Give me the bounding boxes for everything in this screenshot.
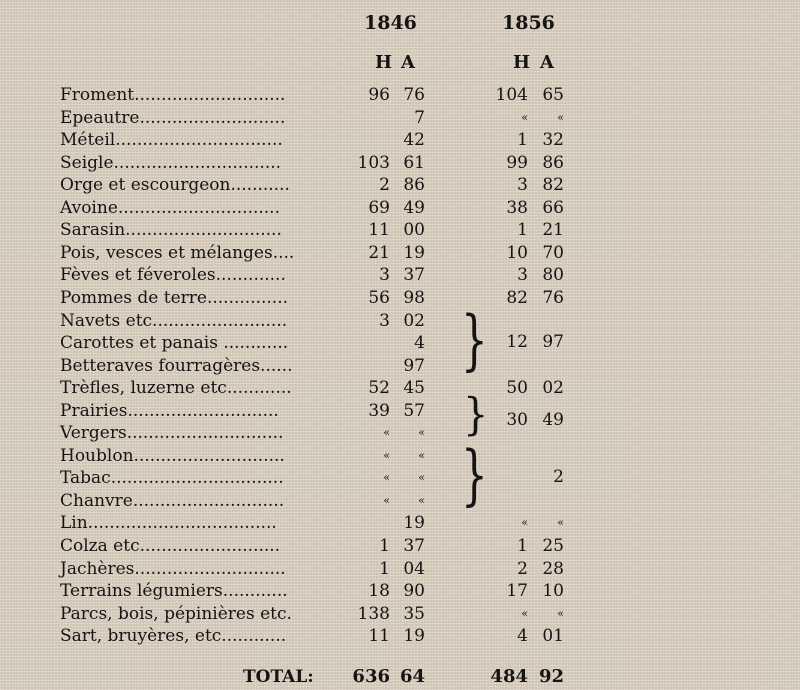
group-value-prairies-vergers	[0, 409, 800, 431]
row-label: Terrains légumiers............	[60, 581, 288, 602]
cell-h56: «	[521, 606, 528, 620]
cell-a46: 61	[403, 152, 425, 173]
row-label: Betteraves fourragères......	[60, 355, 293, 376]
cell-a46: 37	[403, 265, 425, 286]
table-row	[0, 355, 800, 377]
table-row	[0, 197, 800, 219]
cell-h46: 11	[368, 220, 390, 241]
row-label: Navets etc.........................	[60, 310, 288, 331]
group-a-1856: 97	[542, 332, 564, 352]
row-label: Pois, vesces et mélanges....	[60, 242, 295, 263]
cell-h46: 11	[368, 626, 390, 647]
cell-h46: 3	[379, 310, 390, 331]
row-label: Fèves et féveroles.............	[60, 265, 286, 286]
table-row	[0, 152, 800, 174]
table-row	[0, 84, 800, 106]
cell-h46: 69	[368, 197, 390, 218]
row-label: Lin...................................	[60, 513, 277, 534]
cell-a46: 7	[414, 107, 425, 128]
cell-a56: 82	[542, 175, 564, 196]
table-row	[0, 558, 800, 580]
table-row	[0, 129, 800, 151]
col-header-a-1856: A	[540, 52, 554, 73]
row-label: Jachères............................	[60, 558, 286, 579]
cell-a56: 21	[542, 220, 564, 241]
cell-h46: 56	[368, 287, 390, 308]
cell-h56: «	[521, 110, 528, 124]
cell-a56: «	[557, 606, 564, 620]
cell-h56: 3	[517, 265, 528, 286]
cell-a46: 00	[403, 220, 425, 241]
cell-h46: 39	[368, 400, 390, 421]
cell-h46: 1	[379, 558, 390, 579]
row-label: Orge et escourgeon...........	[60, 175, 290, 196]
cell-h46: «	[383, 471, 390, 485]
cell-h56: 38	[506, 197, 528, 218]
col-header-a-1846: A	[401, 52, 415, 73]
cell-a46: 49	[403, 197, 425, 218]
cell-a46: 97	[403, 355, 425, 376]
cell-a46: 76	[403, 85, 425, 105]
cell-h46: «	[383, 493, 390, 507]
group-h-1856: 30	[506, 410, 528, 430]
cell-h56: «	[521, 516, 528, 530]
row-label: Pommes de terre...............	[60, 287, 289, 308]
total-row	[0, 666, 800, 688]
table-row	[0, 287, 800, 309]
cell-h56: 3	[517, 175, 528, 196]
row-label: Méteil...............................	[60, 130, 283, 151]
cell-a46: «	[418, 426, 425, 440]
row-label: Sart, bruyères, etc............	[60, 626, 287, 647]
total-h-1846: 636	[352, 666, 390, 687]
year-header-1846: 1846	[364, 12, 417, 34]
cell-a56: 01	[542, 626, 564, 647]
row-label: Carottes et panais ............	[60, 333, 289, 354]
row-label: Froment............................	[60, 85, 286, 105]
cell-h46: 1	[379, 536, 390, 556]
cell-h46: 52	[368, 378, 390, 399]
row-label: Trèfles, luzerne etc............	[60, 378, 292, 399]
cell-a46: 98	[403, 287, 425, 308]
cell-h56: 10	[506, 242, 528, 263]
cell-a46: 42	[403, 130, 425, 151]
cell-h46: 21	[368, 242, 390, 263]
cell-a46: 37	[403, 536, 425, 556]
cell-a56: 76	[542, 287, 564, 308]
table-row	[0, 625, 800, 647]
cell-a46: 19	[403, 513, 425, 534]
cell-a46: «	[418, 471, 425, 485]
cell-a56: 10	[542, 581, 564, 602]
cell-h46: 138	[357, 603, 390, 624]
cell-h56: 2	[517, 558, 528, 579]
cell-a56: «	[557, 110, 564, 124]
cell-a46: 02	[403, 310, 425, 331]
cell-a56: 66	[542, 197, 564, 218]
cell-h46: 103	[357, 152, 390, 173]
table-row	[0, 174, 800, 196]
cell-h46: 3	[379, 265, 390, 286]
table-row	[0, 264, 800, 286]
cell-a46: 4	[414, 333, 425, 354]
cell-a46: «	[418, 448, 425, 462]
total-a-1846: 64	[399, 666, 425, 687]
brace-icon: }	[463, 389, 489, 441]
cell-a46: 19	[403, 626, 425, 647]
row-label: Vergers.............................	[60, 423, 284, 444]
row-label: Sarasin.............................	[60, 220, 282, 241]
cell-a46: 57	[403, 400, 425, 421]
cell-a46: 90	[403, 581, 425, 602]
cell-a56: 25	[542, 536, 564, 556]
cell-h56: 99	[506, 152, 528, 173]
cell-a56: 86	[542, 152, 564, 173]
cell-h56: 1	[517, 130, 528, 151]
cell-a56: 80	[542, 265, 564, 286]
table-row	[0, 219, 800, 241]
cell-a56: «	[557, 516, 564, 530]
group-value-houblon-chanvre	[0, 466, 800, 488]
table-row	[0, 512, 800, 534]
cell-a56: 65	[542, 85, 564, 105]
cell-h46: 96	[368, 85, 390, 105]
table-row	[0, 310, 800, 332]
row-label: Tabac................................	[60, 468, 284, 489]
cell-a46: «	[418, 493, 425, 507]
col-header-h-1856: H	[513, 52, 531, 73]
cell-h56: 104	[495, 85, 528, 105]
table-row	[0, 377, 800, 399]
cell-h46: «	[383, 426, 390, 440]
total-h-1856: 484	[490, 666, 528, 687]
cell-h56: 17	[506, 581, 528, 602]
table-row	[0, 445, 800, 467]
row-label: Chanvre............................	[60, 490, 285, 511]
cell-h56: 4	[517, 626, 528, 647]
group-a-1856: 49	[542, 410, 564, 430]
cell-h56: 82	[506, 287, 528, 308]
cell-a56: 70	[542, 242, 564, 263]
group-a-1856: 2	[553, 467, 564, 487]
total-a-1856: 92	[538, 666, 564, 687]
brace-icon: }	[461, 301, 488, 378]
cell-a46: 86	[403, 175, 425, 196]
table-row	[0, 580, 800, 602]
cell-h56: 1	[517, 220, 528, 241]
row-label: Epeautre...........................	[60, 107, 286, 128]
cell-a46: 04	[403, 558, 425, 579]
row-label: Prairies............................	[60, 400, 279, 421]
table-row	[0, 490, 800, 512]
cell-h46: 18	[368, 581, 390, 602]
table-row	[0, 242, 800, 264]
cell-h46: «	[383, 448, 390, 462]
group-value-h-root-crops	[0, 331, 800, 353]
group-h-1856: 12	[506, 332, 528, 352]
row-label: Parcs, bois, pépinières etc.	[60, 603, 292, 624]
cell-a46: 19	[403, 242, 425, 263]
cell-a46: 35	[403, 603, 425, 624]
brace-icon: }	[461, 436, 488, 513]
row-label: Avoine..............................	[60, 197, 280, 218]
table-row	[0, 107, 800, 129]
cell-a56: 32	[542, 130, 564, 151]
cell-a56: 02	[542, 378, 564, 399]
row-label: Seigle...............................	[60, 152, 282, 173]
row-label: Houblon............................	[60, 445, 285, 466]
table-row	[0, 535, 800, 557]
table-row	[0, 603, 800, 625]
cell-a56: 28	[542, 558, 564, 579]
cell-a46: 45	[403, 378, 425, 399]
col-header-h-1846: H	[375, 52, 393, 73]
row-label: Colza etc..........................	[60, 536, 281, 556]
cell-h46: 2	[379, 175, 390, 196]
cell-h56: 50	[506, 378, 528, 399]
year-header-1856: 1856	[502, 12, 555, 34]
total-label: TOTAL:	[243, 667, 314, 687]
cell-h56: 1	[517, 536, 528, 556]
